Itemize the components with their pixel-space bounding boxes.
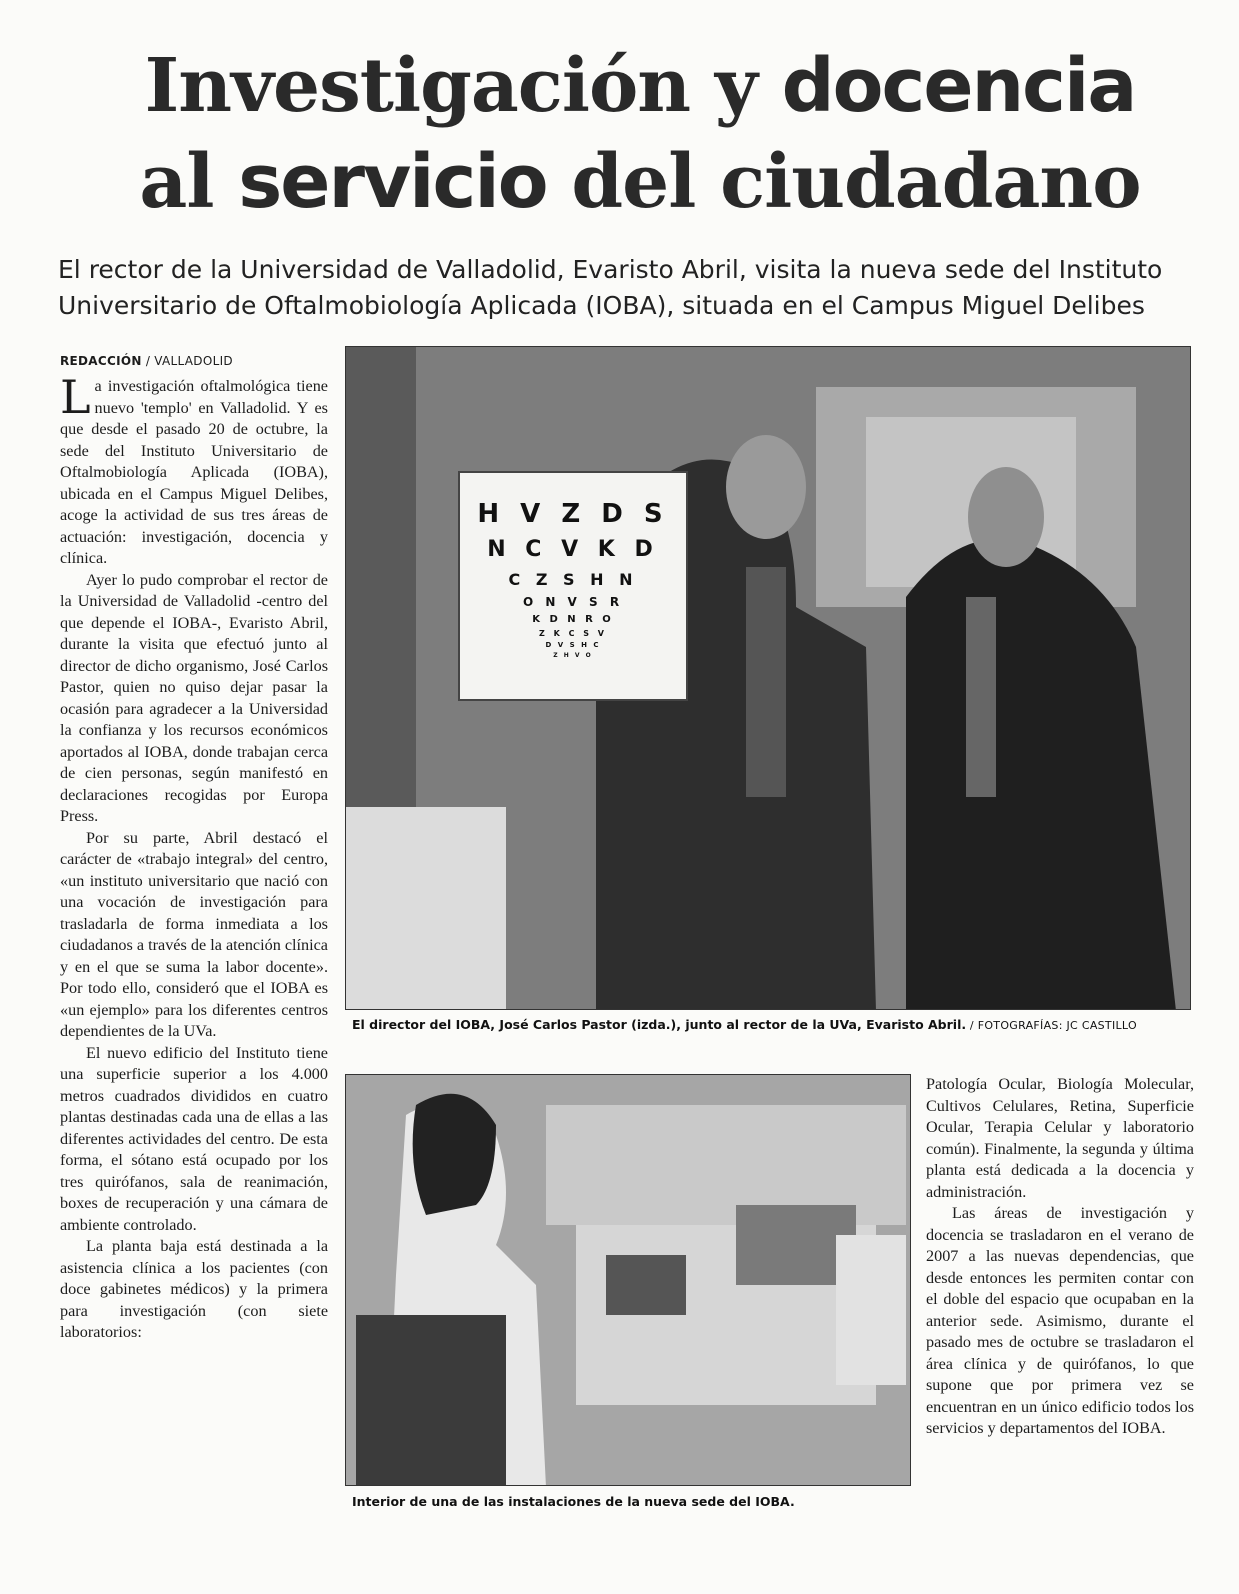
- headline-part: del ciudadano: [546, 139, 1141, 225]
- eye-chart-row: N C V K D: [487, 537, 659, 562]
- eye-chart: [458, 471, 688, 701]
- drop-cap: L: [60, 370, 91, 424]
- subheadline: El rector de la Universidad de Valladolid, Evaristo Abril, visita la nueva sede del Instituto Universitario de Oftalmobiología Aplicada (IOBA), situada en el Campus Miguel Delibes: [58, 255, 1163, 320]
- byline: [60, 354, 233, 368]
- byline-author: REDACCIÓN: [60, 354, 142, 368]
- headline-bold-part: servicio: [238, 139, 547, 225]
- article-paragraph: Patología Ocular, Biología Molecular, Cultivos Celulares, Retina, Superficie Ocular, Terapia Celular y laboratorio común). Finalmente, la segunda y última planta está dedicada a la docencia y administración.: [926, 1075, 1194, 1201]
- article-paragraph: La planta baja está destinada a la asistencia clínica a los pacientes (con doce gabinetes médicos) y la primera para investigación (con siete laboratorios:: [60, 1237, 328, 1341]
- headline-part: Investigación y: [144, 43, 782, 129]
- byline-location: VALLADOLID: [154, 354, 233, 368]
- article-paragraph: El nuevo edificio del Instituto tiene una superficie superior a los 4.000 metros cuadrados divididos en cuatro plantas destinadas cada una de ellas a las diferentes actividades del centro. De esta forma, el sótano está ocupado por los tres quirófanos, sala de reanimación, boxes de recuperación y una cámara de ambiente controlado.: [60, 1043, 328, 1234]
- article-column-right: [926, 1074, 1194, 1440]
- headline-line-2: [139, 139, 1140, 225]
- headline-bold-part: docencia: [781, 43, 1136, 129]
- eye-chart-row: C Z S H N: [508, 570, 638, 589]
- caption-text: Interior de una de las instalaciones de la nueva sede del IOBA.: [352, 1494, 795, 1509]
- photo-credit: / FOTOGRAFÍAS: JC CASTILLO: [966, 1019, 1137, 1032]
- headline-part: al: [139, 139, 239, 225]
- byline-separator: /: [141, 354, 155, 368]
- eye-chart-row: O N V S R: [522, 595, 624, 609]
- article-paragraph: Las áreas de investigación y docencia se trasladaron en el verano de 2007 a las nuevas dependencias, que desde entonces les permiten contar con el doble del espacio que ocupaban en la anterior sede. Asimismo, durante el pasado mes de octubre se trasladaron el área clínica y de quirófanos, lo que supone que por primera vez se encuentran en un único edificio todos los servicios y departamentos del IOBA.: [926, 1204, 1194, 1437]
- article-column-left: [60, 370, 328, 1344]
- caption-text: El director del IOBA, José Carlos Pastor (izda.), junto al rector de la UVa, Evaristo Abril.: [352, 1017, 967, 1032]
- article-paragraph: Ayer lo pudo comprobar el rector de la Universidad de Valladolid -centro del que depende el IOBA-, Evaristo Abril, durante la visita que efectuó junto al director de dicho organismo, José Carlos Pastor, quien no quiso dejar pasar la ocasión para agradecer a la Universidad la confianza y los recursos económicos aportados al IOBA, donde trabajan cerca de cien personas, según manifestó en declaraciones recogidas por Europa Press.: [60, 570, 328, 825]
- photo-director-and-rector: [345, 346, 1191, 1010]
- headline: [100, 38, 1180, 230]
- photo-scene-2: [346, 1075, 911, 1486]
- eye-chart-row: K D N R O: [532, 614, 614, 625]
- eye-chart-row: Z H V O: [553, 652, 593, 659]
- photo-caption-1: [352, 1017, 1192, 1032]
- article-paragraph: [60, 370, 328, 570]
- headline-line-1: [145, 43, 1136, 129]
- eye-chart-row: H V Z D S: [477, 499, 669, 529]
- article-paragraph: Por su parte, Abril destacó el carácter de «trabajo integral» del centro, «un instituto universitario que nació con una vocación de investigación para trasladarla de forma inmediata a los ciudadanos a través de la atención clínica y en el que se suma la labor docente». Por todo ello, consideró que el IOBA es «un ejemplo» para los diferentes centros dependientes de la UVa.: [60, 828, 328, 1040]
- photo-caption-2: [352, 1494, 912, 1509]
- eye-chart-row: Z K C S V: [539, 629, 607, 638]
- paragraph-text: a investigación oftalmológica tiene nuevo 'templo' en Valladolid. Y es que desde el pasado 20 de octubre, la sede del Instituto Universitario de Oftalmobiología Aplicada (IOBA), ubicada en el Campus Miguel Delibes, acoge la actividad de sus tres áreas de actuación: investigación, docencia y clínica.: [60, 377, 328, 567]
- photo-ioba-interior: [345, 1074, 911, 1486]
- eye-chart-row: D V S H C: [545, 641, 601, 649]
